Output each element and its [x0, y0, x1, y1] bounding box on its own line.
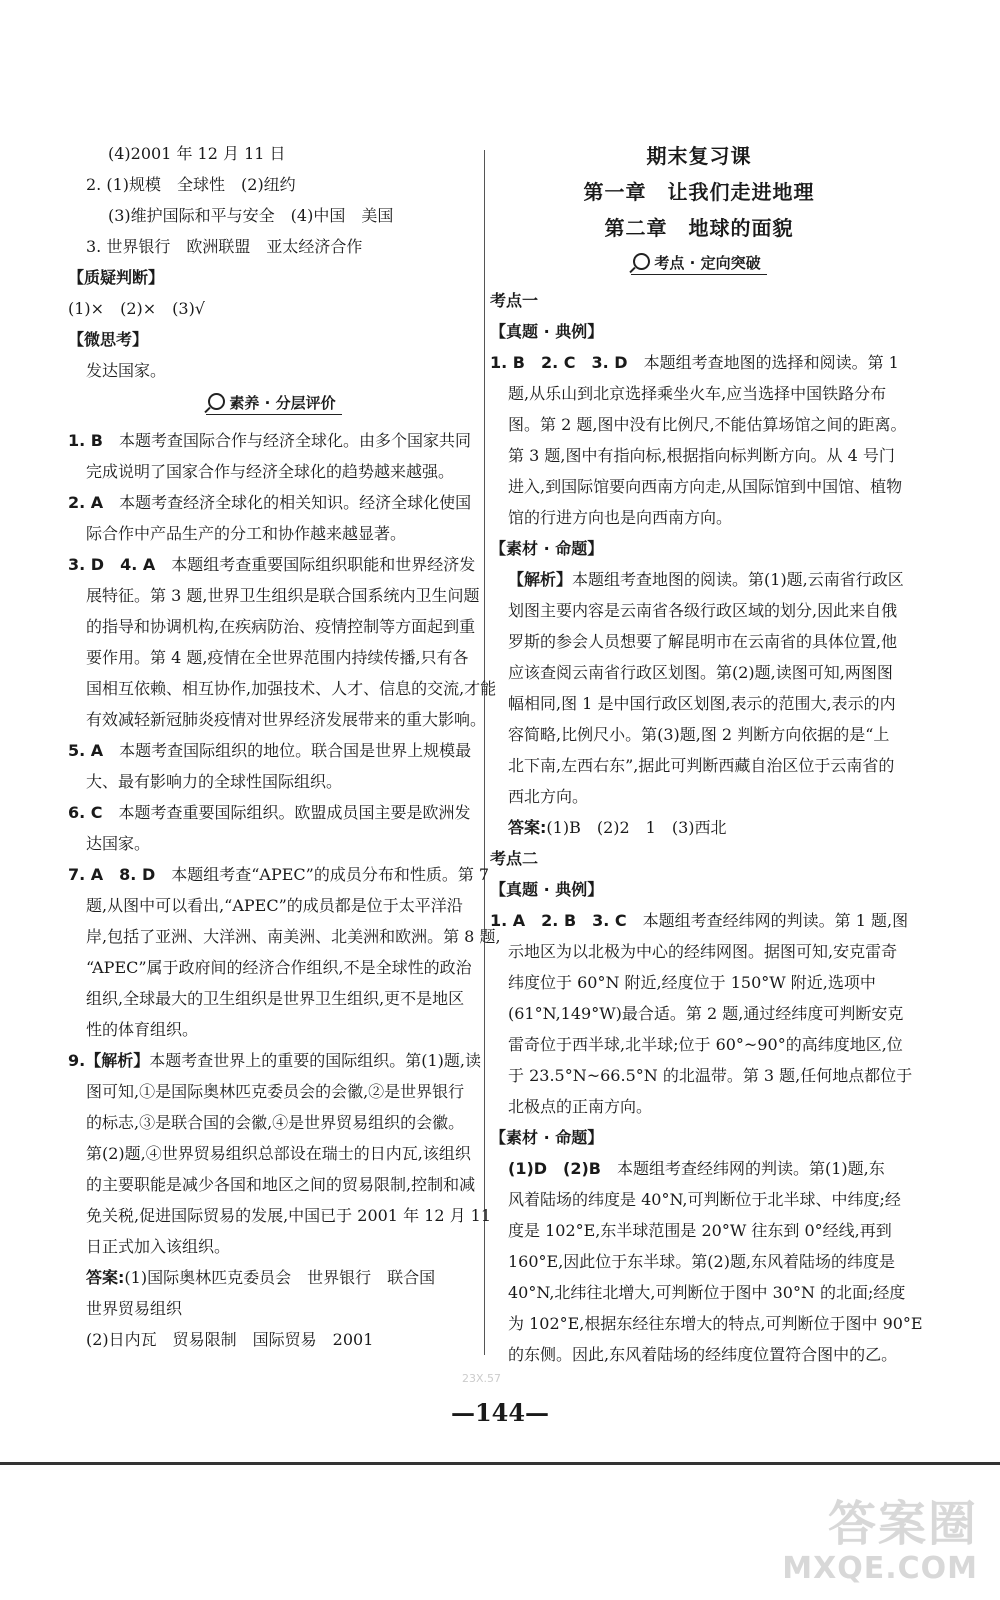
chapter-title: 第一章 让我们走进地理 [583, 180, 815, 204]
text-line: 纬度位于 60°N 附近,经度位于 150°W 附近,选项中 [508, 973, 876, 992]
text-line: 2. (1)规模 全球性 (2)纽约 [86, 175, 296, 194]
section-heading: 【微思考】 [68, 330, 149, 349]
text-line: 的指导和协调机构,在疾病防治、疫情控制等方面起到重 [86, 617, 476, 636]
text-line: 第(2)题,④世界贸易组织总部设在瑞士的日内瓦,该组织 [86, 1144, 471, 1163]
text-line: 160°E,因此位于东半球。第(2)题,东风着陆场的纬度是 [508, 1252, 896, 1271]
banner-label: 素养 · 分层评价 [229, 394, 336, 412]
text-line: 本题考查世界上的重要的国际组织。第(1)题,读 [149, 1051, 481, 1070]
question-number: 1. A 2. B 3. C [490, 911, 627, 930]
text-line: 本题考查重要国际组织。欧盟成员国主要是欧洲发 [102, 803, 471, 822]
section-heading: 【质疑判断】 [68, 268, 165, 287]
text-line: 岸,包括了亚洲、大洋洲、南美洲、北美洲和欧洲。第 8 题, [86, 927, 501, 946]
watermark-logo: 答案圈 [827, 1496, 978, 1552]
magnifier-icon [208, 393, 225, 410]
text-line: (1)国际奥林匹克委员会 世界银行 联合国 [124, 1268, 436, 1287]
text-line: 展特征。第 3 题,世界卫生组织是联合国系统内卫生问题 [86, 586, 480, 605]
text-line: 应该查阅云南省行政区划图。第(2)题,读图可知,两图图 [508, 663, 893, 682]
section-banner [490, 252, 908, 273]
chapter-title: 第二章 地球的面貌 [604, 216, 794, 240]
question-number: 5. A [68, 741, 104, 760]
text-line: 于 23.5°N~66.5°N 的北温带。第 3 题,任何地点都位于 [508, 1066, 913, 1085]
text-line: (3)维护国际和平与安全 (4)中国 美国 [108, 206, 394, 225]
section-heading: 【素材 · 命题】 [490, 1128, 604, 1147]
text-line: 本题组考查“APEC”的成员分布和性质。第 7 [155, 865, 490, 884]
answer-item [490, 347, 908, 533]
page-title: 期末复习课 [646, 144, 752, 168]
answer-item [68, 797, 480, 859]
text-line: (4)2001 年 12 月 11 日 [108, 144, 286, 163]
text-line: 40°N,北纬往北增大,可判断位于图中 30°N 的北面;经度 [508, 1283, 906, 1302]
page-number: —144— [450, 1398, 550, 1427]
text-line: 幅相同,图 1 是中国行政区划图,表示的范围大,表示的内 [508, 694, 896, 713]
text-line: 雷奇位于西半球,北半球;位于 60°~90°的高纬度地区,位 [508, 1035, 903, 1054]
answer-item [490, 1153, 923, 1370]
text-line: 本题组考查经纬网的判读。第 1 题,图 [626, 911, 909, 930]
text-line: 本题考查国际组织的地位。联合国是世界上规模最 [103, 741, 472, 760]
left-column [68, 138, 501, 1355]
answer-item [68, 735, 480, 797]
text-line: 日正式加入该组织。 [86, 1237, 231, 1256]
text-line: 西北方向。 [508, 787, 589, 806]
text-line: 国相互依赖、相互协作,加强技术、人才、信息的交流,才能 [86, 679, 497, 698]
answer-label: 答案: [508, 818, 547, 837]
question-number: 1. B 2. C 3. D [490, 353, 628, 372]
section-heading: 【真题 · 典例】 [490, 880, 604, 899]
analysis-label: 【解析】 [508, 570, 573, 589]
watermark-url: MXQE.COM [782, 1551, 978, 1586]
text-line: (1)B (2)2 1 (3)西北 [546, 818, 727, 837]
text-line: 为 102°E,根据东经往东增大的特点,可判断位于图中 90°E [508, 1314, 923, 1333]
text-line: 进入,到国际馆要向西南方向走,从国际馆到中国馆、植物 [508, 477, 903, 496]
text-line: 示地区为以北极为中心的经纬网图。据图可知,安克雷奇 [508, 942, 898, 961]
text-line: 3. 世界银行 欧洲联盟 亚太经济合作 [86, 237, 363, 256]
text-line: 图可知,①是国际奥林匹克委员会的会徽,②是世界银行 [86, 1082, 465, 1101]
page-bottom-rule [0, 1462, 1000, 1465]
text-line: 本题考查国际合作与经济全球化。由多个国家共同 [102, 431, 471, 450]
text-line: 发达国家。 [86, 361, 167, 380]
text-line: 有效减轻新冠肺炎疫情对世界经济发展带来的重大影响。 [86, 710, 487, 729]
text-line: (2)日内瓦 贸易限制 国际贸易 2001 [86, 1330, 374, 1349]
text-line: 划图主要内容是云南省各级行政区域的划分,因此来自俄 [508, 601, 898, 620]
question-number: 9.【解析】 [68, 1051, 150, 1070]
answer-label: 答案: [86, 1268, 125, 1287]
text-line: 的东侧。因此,东风着陆场的经纬度位置符合图中的乙。 [508, 1345, 898, 1364]
banner-label: 考点 · 定向突破 [654, 254, 761, 272]
section-heading: 考点二 [490, 849, 539, 868]
text-line: 的标志,③是联合国的会徽,④是世界贸易组织的会徽。 [86, 1113, 465, 1132]
text-line: 性的体育组织。 [86, 1020, 199, 1039]
section-heading: 【素材 · 命题】 [490, 539, 604, 558]
text-line: 题,从乐山到北京选择乘坐火车,应当选择中国铁路分布 [508, 384, 887, 403]
text-line: 北极点的正南方向。 [508, 1097, 653, 1116]
text-line: 组织,全球最大的卫生组织是世界卫生组织,更不是地区 [86, 989, 465, 1008]
text-line: 度是 102°E,东半球范围是 20°W 往东到 0°经线,再到 [508, 1221, 892, 1240]
answer-item [68, 487, 480, 549]
section-heading: 考点一 [490, 291, 539, 310]
text-line: 容简略,比例尺小。第(3)题,图 2 判断方向依据的是“上 [508, 725, 890, 744]
right-column [490, 138, 923, 1370]
text-line: 世界贸易组织 [86, 1299, 183, 1318]
text-line: (61°N,149°W)最合适。第 2 题,通过经纬度可判断安克 [508, 1004, 904, 1023]
section-banner [68, 392, 480, 413]
text-line: 达国家。 [86, 834, 151, 853]
answer-item [68, 549, 497, 735]
text-line: (1)× (2)× (3)√ [68, 299, 206, 318]
text-line: 罗斯的参会人员想要了解昆明市在云南省的具体位置,他 [508, 632, 898, 651]
question-number: 7. A 8. D [68, 865, 156, 884]
text-line: 本题组考查重要国际组织职能和世界经济发 [155, 555, 476, 574]
question-number: (1)D (2)B [508, 1159, 601, 1178]
text-line: 第 3 题,图中有指向标,根据指向标判断方向。从 4 号门 [508, 446, 895, 465]
answer-item [68, 425, 480, 487]
scan-smudge: 23X.57 [462, 1372, 502, 1385]
question-number: 2. A [68, 493, 104, 512]
text-line: 风着陆场的纬度是 40°N,可判断位于北半球、中纬度;经 [508, 1190, 901, 1209]
text-line: 免关税,促进国际贸易的发展,中国已于 2001 年 12 月 11 [86, 1206, 492, 1225]
text-line: 本题组考查地图的阅读。第(1)题,云南省行政区 [572, 570, 904, 589]
question-number: 3. D 4. A [68, 555, 156, 574]
answer-item [68, 1045, 492, 1355]
text-line: 本题考查经济全球化的相关知识。经济全球化使国 [103, 493, 472, 512]
text-line: 图。第 2 题,图中没有比例尺,不能估算场馆之间的距离。 [508, 415, 907, 434]
answer-item [68, 859, 501, 1045]
question-number: 6. C [68, 803, 103, 822]
text-line: 馆的行进方向也是向西南方向。 [508, 508, 733, 527]
column-divider [484, 150, 485, 1355]
text-line: 完成说明了国家合作与经济全球化的趋势越来越强。 [86, 462, 455, 481]
text-line: 大、最有影响力的全球性国际组织。 [86, 772, 343, 791]
text-line: 本题组考查经纬网的判读。第(1)题,东 [601, 1159, 885, 1178]
text-line: 际合作中产品生产的分工和协作越来越显著。 [86, 524, 407, 543]
answer-item [490, 905, 913, 1122]
magnifier-icon [633, 253, 650, 270]
text-line: 本题组考查地图的选择和阅读。第 1 [627, 353, 899, 372]
text-line: 题,从图中可以看出,“APEC”的成员都是位于太平洋沿 [86, 896, 463, 915]
text-line: 要作用。第 4 题,疫情在全世界范围内持续传播,只有各 [86, 648, 469, 667]
watermark [782, 1497, 978, 1586]
text-line: “APEC”属于政府间的经济合作组织,不是全球性的政治 [86, 958, 472, 977]
question-number: 1. B [68, 431, 103, 450]
text-line: 北下南,左西右东”,据此可判断西藏自治区位于云南省的 [508, 756, 895, 775]
answer-item [490, 564, 908, 843]
text-line: 的主要职能是减少各国和地区之间的贸易限制,控制和减 [86, 1175, 476, 1194]
section-heading: 【真题 · 典例】 [490, 322, 604, 341]
